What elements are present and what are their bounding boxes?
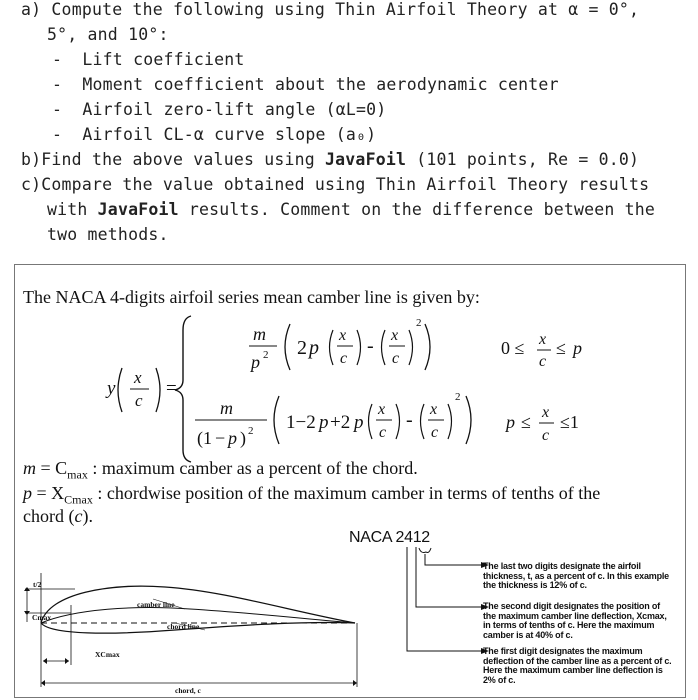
- svg-text:≤1: ≤1: [560, 412, 579, 432]
- svg-text:x: x: [430, 401, 438, 418]
- svg-text:x: x: [134, 368, 142, 387]
- note-max-camber: The first digit designates the maximum deflection of the camber line as a percent of c. Here the maximum camber line deflection is 2% of c.: [483, 646, 672, 685]
- label-chord-line: chord line: [167, 622, 200, 631]
- naca-reference-box: [14, 264, 686, 698]
- svg-text:-: -: [406, 409, 413, 431]
- question-a-line2: 5°, and 10°:: [47, 25, 169, 44]
- svg-text:p: p: [228, 428, 237, 448]
- label-cmax: Cmax: [32, 613, 52, 622]
- svg-text:c: c: [379, 424, 387, 441]
- label-t2: t/2: [33, 580, 42, 589]
- svg-text:−: −: [215, 428, 226, 448]
- bullet-1: - Lift coefficient: [52, 50, 245, 69]
- svg-text:(1: (1: [197, 428, 212, 448]
- svg-text:): ): [240, 428, 246, 448]
- svg-text:x: x: [391, 327, 399, 344]
- svg-text:=: =: [166, 378, 177, 399]
- p-definition-line2: chord (c).: [23, 506, 93, 526]
- camber-line: [41, 608, 355, 623]
- svg-text:x: x: [339, 327, 347, 344]
- airfoil-diagram: [15, 565, 375, 697]
- label-chord: chord, c: [175, 686, 201, 695]
- svg-text:2: 2: [263, 349, 269, 361]
- svg-text:c: c: [340, 350, 348, 367]
- svg-text:2: 2: [297, 337, 307, 359]
- svg-text:c: c: [431, 424, 439, 441]
- svg-text:x: x: [378, 401, 386, 418]
- svg-text:2: 2: [248, 425, 254, 437]
- svg-text:1−2: 1−2: [286, 412, 316, 433]
- svg-text:p: p: [251, 352, 260, 372]
- svg-text:m: m: [253, 324, 266, 344]
- svg-text:≤: ≤: [556, 338, 566, 358]
- question-a-line1: a) Compute the following using Thin Airfoil Theory at α = 0°,: [21, 0, 640, 19]
- label-xcmax: XCmax: [95, 650, 120, 659]
- svg-text:x: x: [539, 331, 547, 348]
- question-c-line1: c)Compare the value obtained using Thin Airfoil Theory results: [21, 175, 650, 194]
- question-c-line3: two methods.: [47, 225, 169, 244]
- p-definition: $p = X_{Cmax}$ : chordwise position of the maximum camber in terms of tenths of the: [23, 483, 601, 507]
- svg-text:p: p: [354, 412, 364, 433]
- svg-text:c: c: [392, 350, 400, 367]
- svg-text:0 ≤: 0 ≤: [501, 338, 525, 358]
- svg-text:x: x: [542, 404, 550, 421]
- svg-text:2: 2: [416, 317, 422, 329]
- svg-text:p: p: [506, 412, 515, 432]
- bullet-2: - Moment coefficient about the aerodynamic center: [52, 75, 559, 94]
- bullet-3: - Airfoil zero-lift angle (αL=0): [52, 100, 387, 119]
- intro-text: The NACA 4-digits airfoil series mean camber line is given by:: [23, 287, 480, 307]
- svg-text:+2: +2: [330, 412, 351, 433]
- svg-text:≤: ≤: [521, 412, 531, 432]
- airfoil-upper-surface: [41, 586, 355, 623]
- naca-title: NACA 2412: [349, 529, 430, 546]
- svg-text:p: p: [319, 412, 329, 433]
- svg-text:p: p: [309, 337, 319, 359]
- svg-text:-: -: [367, 335, 374, 357]
- svg-text:p: p: [573, 338, 582, 358]
- svg-text:m: m: [220, 398, 233, 418]
- svg-text:2: 2: [455, 391, 461, 403]
- svg-text:y: y: [107, 378, 116, 399]
- question-c-line2: with JavaFoil results. Comment on the difference between the: [47, 200, 656, 219]
- note-thickness: The last two digits designate the airfoil thickness, t, as a percent of c. In this example the thickness is 12% of c.: [483, 561, 669, 591]
- label-camber-line: camber line: [137, 600, 175, 609]
- note-camber-position: The second digit designates the position of the maximum camber line deflection, Xcmax, in terms of tenths of c. Here the maximum camber is at 40% of c.: [483, 601, 667, 640]
- svg-text:c: c: [542, 427, 550, 444]
- question-b: b)Find the above values using JavaFoil (101 points, Re = 0.0): [21, 150, 640, 169]
- m-definition: $m = C_{max}$ : maximum camber as a percent of the chord.: [23, 458, 418, 482]
- svg-text:c: c: [539, 353, 547, 370]
- bullet-4: - Airfoil CL-α curve slope (a₀): [52, 125, 377, 144]
- svg-text:c: c: [135, 391, 143, 410]
